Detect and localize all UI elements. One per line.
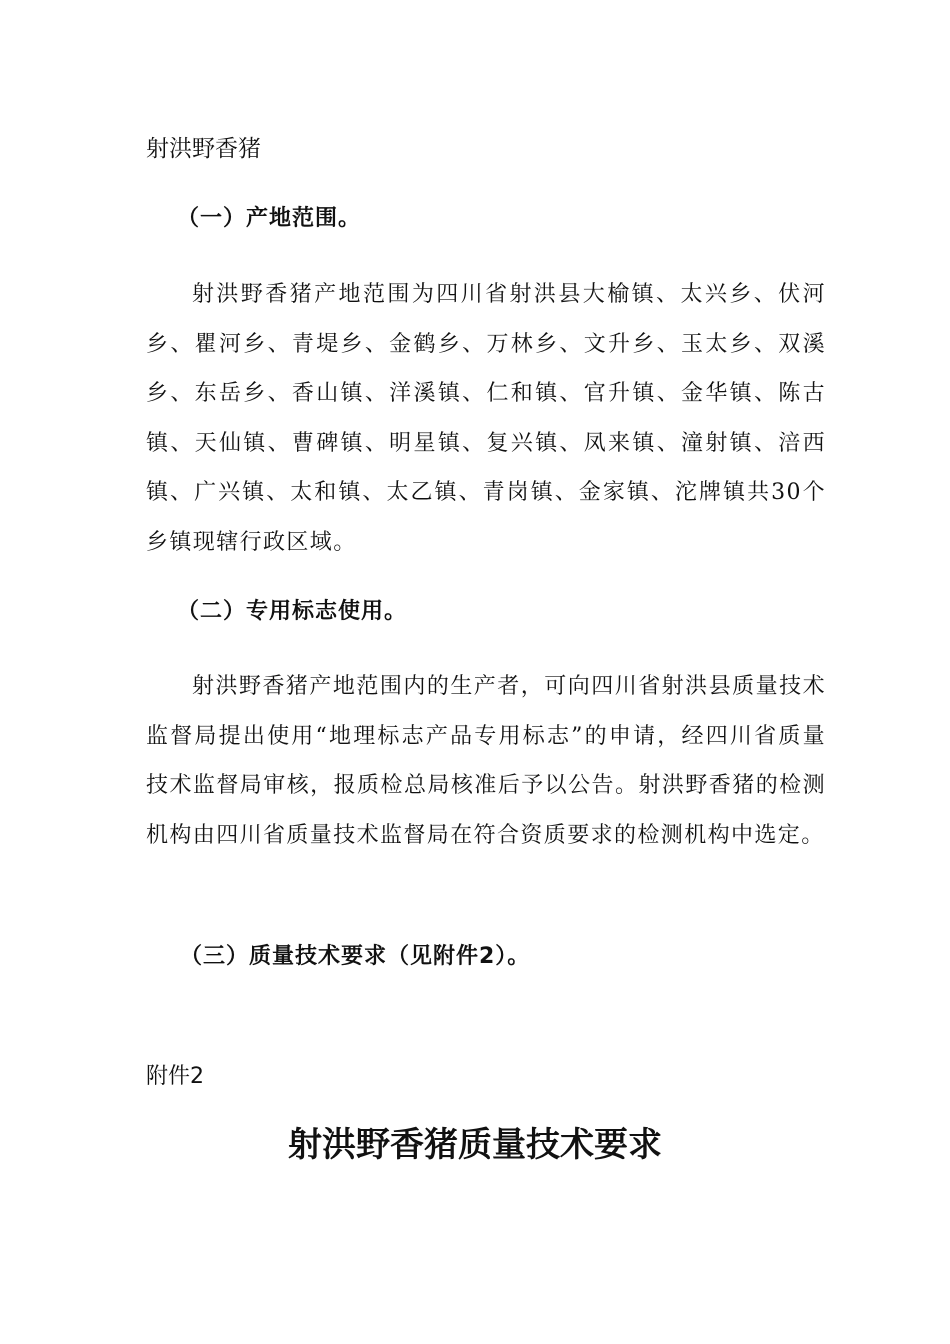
section-heading-origin: （一）产地范围。 [177, 206, 362, 231]
section-heading-mark-usage: （二）专用标志使用。 [177, 599, 408, 624]
document-title: 射洪野香猪 [146, 136, 261, 162]
attachment-label: 附件2 [146, 1064, 204, 1089]
section-body-origin: 射洪野香猪产地范围为四川省射洪县大榆镇、太兴乡、伏河乡、瞿河乡、青堤乡、金鹤乡、万林乡、文升乡、玉太乡、双溪乡、东岳乡、香山镇、洋溪镇、仁和镇、官升镇、金华镇、陈古镇、天仙镇、曹碑镇、明星镇、复兴镇、凤来镇、潼射镇、涪西镇、广兴镇、太和镇、太乙镇、青岗镇、金家镇、沱牌镇共30个乡镇现辖行政区域。 [146, 282, 826, 555]
attachment-title: 射洪野香猪质量技术要求 [288, 1125, 662, 1165]
section-heading-quality-requirements: （三）质量技术要求（见附件2）。 [180, 944, 531, 969]
section-body-mark-usage: 射洪野香猪产地范围内的生产者，可向四川省射洪县质量技术监督局提出使用“地理标志产品专用标志”的申请，经四川省质量技术监督局审核，报质检总局核准后予以公告。射洪野香猪的检测机构由四川省质量技术监督局在符合资质要求的检测机构中选定。 [146, 674, 826, 848]
